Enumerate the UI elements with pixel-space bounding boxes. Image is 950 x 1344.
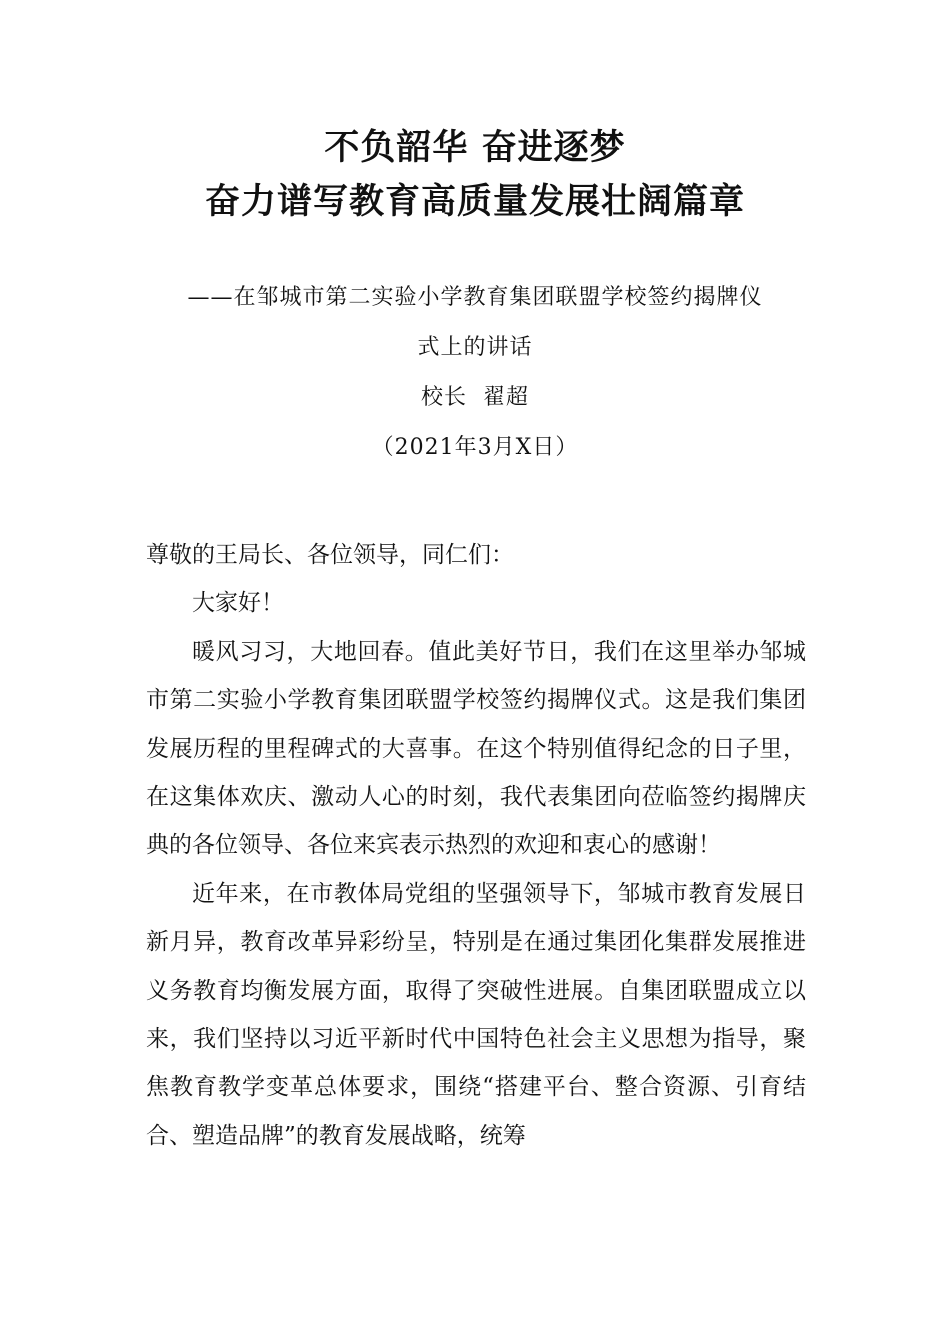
body-paragraph: 近年来，在市教体局党组的坚强领导下，邹城市教育发展日新月异，教育改革异彩纷呈，特别是在通过集团化集群发展推进义务教育均衡发展方面，取得了突破性进展。自集团联盟成立以来，我们坚持以习近平新时代中国特色社会主义思想为指导，聚焦教育教学变革总体要求，围绕“搭建平台、整合资源、引育结合、塑造品牌”的教育发展战略，统筹 [146,880,806,1149]
document-body [146,531,806,1160]
document-date: （2021年3月X日） [371,435,579,460]
salutation: 尊敬的王局长、各位领导，同仁们： [146,542,514,568]
document-author: 校长 翟超 [421,385,529,410]
document-title-line-1: 不负韶华 奋进逐梦 [324,127,626,168]
greeting: 大家好！ [192,590,284,617]
document-subtitle-line-2: 式上的讲话 [417,335,533,360]
body-paragraph: 暖风习习，大地回春。值此美好节日，我们在这里举办邹城市第二实验小学教育集团联盟学校签约揭牌仪式。这是我们集团发展历程的里程碑式的大喜事。在这个特别值得纪念的日子里，在这集体欢庆、激动人心的时刻，我代表集团向莅临签约揭牌庆典的各位领导、各位来宾表示热烈的欢迎和衷心的感谢！ [146,638,806,859]
document-subtitle-line-1: ——在邹城市第二实验小学教育集团联盟学校签约揭牌仪 [187,285,763,310]
document-title-line-2: 奋力谱写教育高质量发展壮阔篇章 [204,181,745,222]
